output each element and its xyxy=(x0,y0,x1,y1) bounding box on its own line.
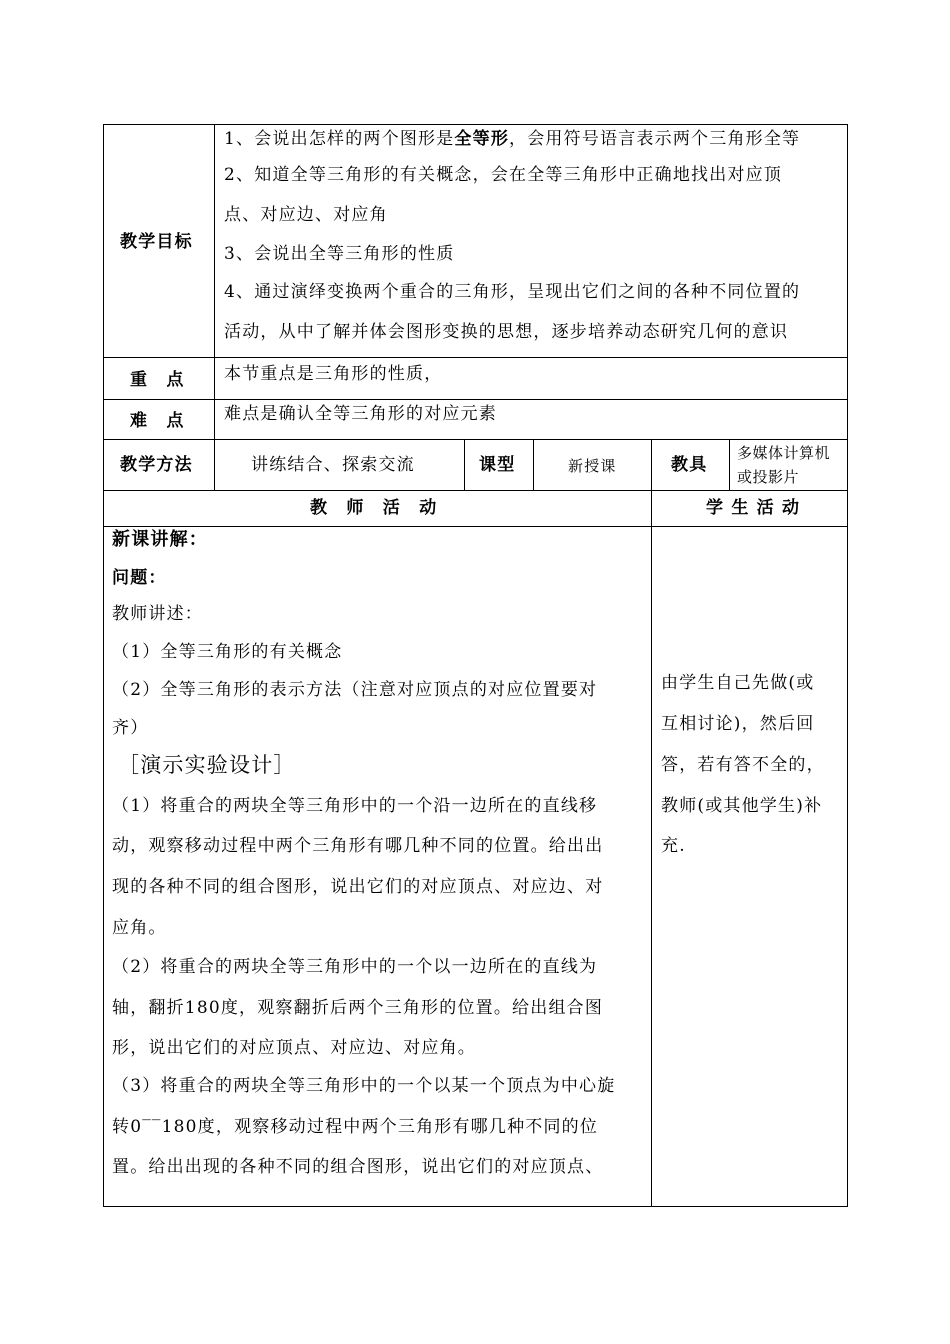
demo-line: 应角。 xyxy=(112,918,167,938)
label-column-divider xyxy=(214,124,215,491)
method-value: 讲练结合、探索交流 xyxy=(251,455,415,475)
teacher-line: （1）全等三角形的有关概念 xyxy=(112,642,343,662)
teacher-line: 齐） xyxy=(112,718,149,738)
type-label: 课型 xyxy=(479,455,516,475)
student-line: 教师(或其他学生)补 xyxy=(661,796,823,816)
demo-line: 现的各种不同的组合图形，说出它们的对应顶点、对应边、对 xyxy=(112,877,604,897)
demo-title: ［演示实验设计］ xyxy=(118,753,296,777)
demo-line: （1）将重合的两块全等三角形中的一个沿一边所在的直线移 xyxy=(112,796,598,816)
student-line: 由学生自己先做(或 xyxy=(661,673,815,693)
difficulty-text: 难点是确认全等三角形的对应元素 xyxy=(224,404,497,424)
question-heading: 问题： xyxy=(112,568,167,588)
objective-line: 3、会说出全等三角形的性质 xyxy=(224,244,455,264)
objective-line: 点、对应边、对应角 xyxy=(224,205,388,225)
tools-value-line: 多媒体计算机 xyxy=(737,444,831,462)
column-divider xyxy=(464,439,465,491)
row-divider xyxy=(103,526,848,527)
column-divider xyxy=(651,439,652,1207)
table-border-right xyxy=(847,124,848,1207)
key-point-text: 本节重点是三角形的性质， xyxy=(224,364,443,384)
teacher-activity-header: 教 师 活 动 xyxy=(310,498,438,518)
student-line: 答，若有答不全的， xyxy=(661,755,825,775)
objective-line: 活动，从中了解并体会图形变换的思想，逐步培养动态研究几何的意识 xyxy=(224,322,789,342)
key-point-label: 重 点 xyxy=(130,370,185,390)
tools-label: 教具 xyxy=(671,455,708,475)
lesson-heading: 新课讲解： xyxy=(112,529,208,550)
column-divider xyxy=(533,439,534,491)
demo-line: 动，观察移动过程中两个三角形有哪几种不同的位置。给出出 xyxy=(112,836,604,856)
demo-line: 轴，翻折180度，观察翻折后两个三角形的位置。给出组合图 xyxy=(112,998,604,1018)
student-activity-header: 学 生 活 动 xyxy=(706,498,801,518)
student-line: 互相讨论)，然后回 xyxy=(661,714,815,734)
table-border-left xyxy=(103,124,104,1207)
objectives-label: 教学目标 xyxy=(120,232,193,252)
demo-line: （3）将重合的两块全等三角形中的一个以某一个顶点为中心旋 xyxy=(112,1076,616,1096)
column-divider xyxy=(729,439,730,491)
table-border-bottom xyxy=(103,1206,848,1207)
teacher-line: 教师讲述： xyxy=(112,604,203,624)
type-value: 新授课 xyxy=(568,457,617,475)
student-line: 充. xyxy=(661,836,686,856)
objective-line: 1、会说出怎样的两个图形是全等形，会用符号语言表示两个三角形全等 xyxy=(224,129,801,149)
teacher-line: （2）全等三角形的表示方法（注意对应顶点的对应位置要对 xyxy=(112,680,598,700)
demo-line: 转0‾‾180度，观察移动过程中两个三角形有哪几种不同的位 xyxy=(112,1117,599,1137)
difficulty-label: 难 点 xyxy=(130,411,185,431)
objective-line: 4、通过演绎变换两个重合的三角形，呈现出它们之间的各种不同位置的 xyxy=(224,282,801,302)
demo-line: 置。给出出现的各种不同的组合图形，说出它们的对应顶点、 xyxy=(112,1157,604,1177)
demo-line: （2）将重合的两块全等三角形中的一个以一边所在的直线为 xyxy=(112,957,598,977)
objective-keyword: 全等形 xyxy=(454,129,510,149)
tools-value-line: 或投影片 xyxy=(737,468,800,486)
method-label: 教学方法 xyxy=(120,455,193,475)
objective-line: 2、知道全等三角形的有关概念，会在全等三角形中正确地找出对应顶 xyxy=(224,165,783,185)
demo-line: 形，说出它们的对应顶点、对应边、对应角。 xyxy=(112,1038,476,1058)
